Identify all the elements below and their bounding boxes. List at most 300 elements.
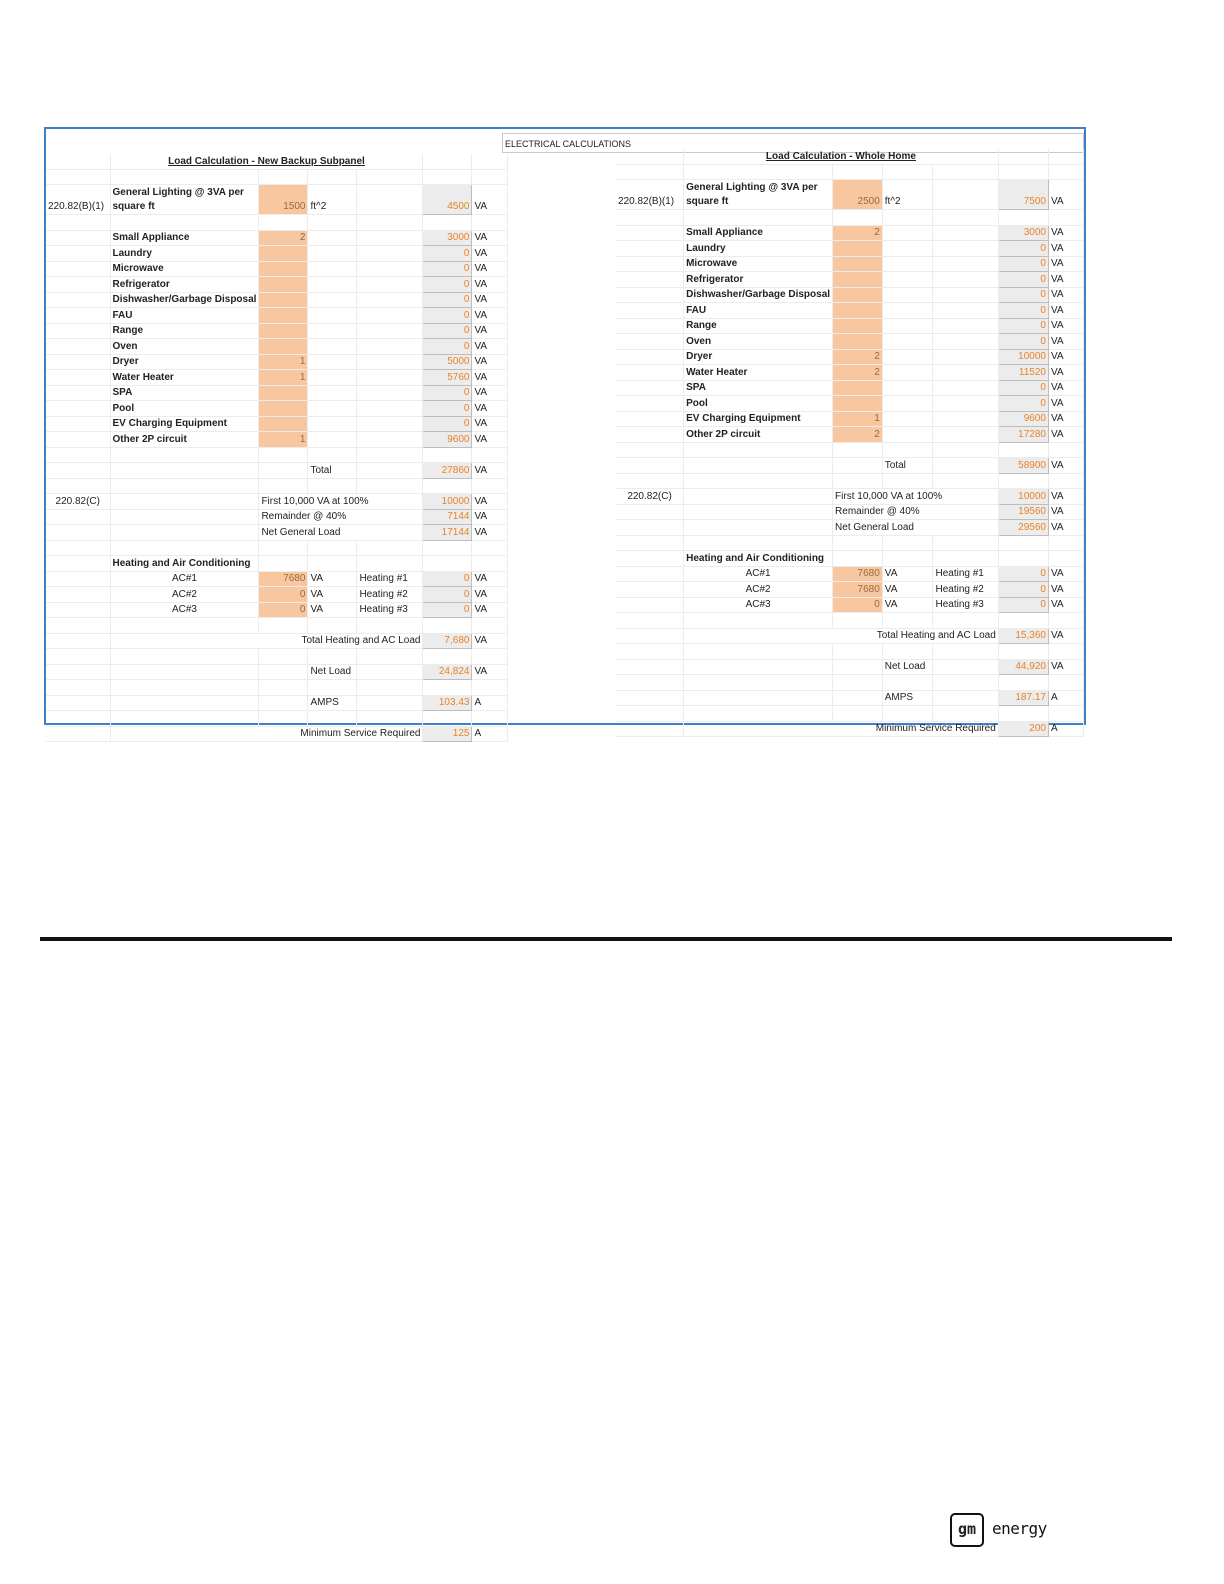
empty-cell [308,540,357,556]
empty-cell [423,447,472,463]
empty-cell [1048,706,1083,722]
empty-cell [46,618,110,634]
empty-cell [357,463,423,479]
unit-label: VA [472,354,508,370]
load-item-quantity: 2 [259,230,308,246]
empty-cell [833,690,883,706]
code-reference: 220.82(C) [616,489,684,505]
empty-cell [833,164,883,180]
empty-cell [308,711,357,727]
heating-label: Heating #1 [357,571,423,587]
load-item-quantity [833,303,883,319]
code-reference: 220.82(B)(1) [46,185,110,215]
empty-cell [933,442,998,458]
table-row [616,210,1084,226]
empty-cell [1048,644,1083,660]
load-item-name: Other 2P circuit [110,432,259,448]
empty-cell [933,458,998,474]
empty-cell [308,385,357,401]
table-row [616,396,1084,412]
ac-unit-va: 0 [259,602,308,618]
empty-cell [46,680,110,696]
empty-cell [616,721,684,737]
load-item-name: EV Charging Equipment [110,416,259,432]
empty-cell [933,225,998,241]
empty-cell [933,210,998,226]
empty-cell [882,241,933,257]
empty-cell [616,164,684,180]
empty-cell [357,215,423,231]
load-item-va: 9600 [423,432,472,448]
empty-cell [308,556,357,572]
unit-label: VA [1048,504,1083,520]
empty-cell [46,215,110,231]
load-item-name: Oven [110,339,259,355]
empty-cell [259,540,308,556]
table-row [616,180,1084,210]
load-item-name: Microwave [684,256,833,272]
heating-label: Heating #3 [933,597,998,613]
unit-label: VA [1048,318,1083,334]
load-item-quantity [259,246,308,262]
empty-cell [933,365,998,381]
empty-cell [998,473,1048,489]
load-item-quantity [259,261,308,277]
table-row [46,246,508,262]
empty-cell [259,664,308,680]
empty-cell [616,427,684,443]
empty-cell [933,659,998,675]
load-item-quantity: 2 [833,365,883,381]
empty-cell [616,706,684,722]
unit-label: VA [472,339,508,355]
empty-cell [684,504,833,520]
empty-cell [684,690,833,706]
amps-value: 187.17 [998,690,1048,706]
heating-va: 0 [423,587,472,603]
empty-cell [882,644,933,660]
load-item-name: Refrigerator [684,272,833,288]
empty-cell [933,690,998,706]
unit-label: VA [472,230,508,246]
table-row [46,292,508,308]
net-general-va: 17144 [423,525,472,541]
empty-cell [308,478,357,494]
table-row [616,318,1084,334]
empty-cell [998,442,1048,458]
empty-cell [472,618,508,634]
empty-cell [616,442,684,458]
empty-cell [998,535,1048,551]
load-item-name: Other 2P circuit [684,427,833,443]
table-row [46,494,508,510]
empty-cell [882,287,933,303]
table-row [46,680,508,696]
empty-cell [998,613,1048,629]
empty-cell [357,556,423,572]
table-row [46,711,508,727]
empty-cell [423,618,472,634]
unit-label: A [1048,721,1083,737]
load-item-va: 5000 [423,354,472,370]
empty-cell [46,308,110,324]
empty-cell [259,556,308,572]
empty-cell [357,246,423,262]
table-row [616,551,1084,567]
empty-cell [423,680,472,696]
empty-cell [472,478,508,494]
heating-label: Heating #2 [357,587,423,603]
table-row [616,644,1084,660]
empty-cell [933,535,998,551]
load-item-va: 0 [423,401,472,417]
empty-cell [46,169,110,185]
unit-label: VA [472,385,508,401]
load-item-va: 9600 [998,411,1048,427]
ac-unit-label: AC#3 [684,597,833,613]
empty-cell [308,416,357,432]
empty-cell [259,680,308,696]
unit-label: VA [472,509,508,525]
table-row [46,695,508,711]
empty-cell [933,706,998,722]
empty-cell [616,334,684,350]
empty-cell [1048,613,1083,629]
code-reference: 220.82(B)(1) [616,180,684,210]
load-item-name: Pool [110,401,259,417]
table-row [616,272,1084,288]
empty-cell [684,613,833,629]
empty-cell [46,649,110,665]
empty-cell [684,473,833,489]
load-item-va: 0 [423,385,472,401]
first-10000-label: First 10,000 VA at 100% [833,489,999,505]
empty-cell [357,432,423,448]
empty-cell [933,303,998,319]
empty-cell [110,695,259,711]
empty-cell [357,292,423,308]
empty-cell [882,675,933,691]
load-item-name: Small Appliance [684,225,833,241]
empty-cell [472,711,508,727]
load-item-name: Range [110,323,259,339]
table-row [616,458,1084,474]
empty-cell [933,644,998,660]
empty-cell [110,540,259,556]
net-general-va: 29560 [998,520,1048,536]
empty-cell [423,478,472,494]
load-item-quantity: 2 [833,427,883,443]
net-general-label: Net General Load [259,525,423,541]
unit-label: VA [472,185,508,215]
empty-cell [357,478,423,494]
total-hvac-label: Total Heating and AC Load [684,628,999,644]
empty-cell [933,551,998,567]
ac-unit-label: AC#3 [110,602,259,618]
empty-cell [933,427,998,443]
load-item-quantity: 1 [259,432,308,448]
table-row [616,349,1084,365]
load-item-quantity: 2 [833,225,883,241]
table-row [616,690,1084,706]
whole-home-calculation [616,149,1084,737]
table-row [616,504,1084,520]
remainder-label: Remainder @ 40% [833,504,999,520]
empty-cell [472,447,508,463]
empty-cell [684,706,833,722]
empty-cell [259,478,308,494]
load-item-quantity [259,401,308,417]
empty-cell [46,556,110,572]
unit-label: VA [472,633,508,649]
table-row [46,277,508,293]
empty-cell [882,427,933,443]
lighting-label: General Lighting @ 3VA per square ft [110,185,259,215]
gm-logo-mark: gm [950,1513,984,1547]
table-row [46,525,508,541]
unit-label: VA [308,587,357,603]
empty-cell [423,556,472,572]
empty-cell [833,442,883,458]
empty-cell [46,261,110,277]
load-item-quantity [833,256,883,272]
empty-cell [110,478,259,494]
total-hvac-va: 7,680 [423,633,472,649]
empty-cell [833,706,883,722]
load-item-quantity [833,396,883,412]
spreadsheet-image [44,127,1086,739]
table-row [616,535,1084,551]
empty-cell [46,447,110,463]
unit-label: VA [1048,180,1083,210]
table-row [616,164,1084,180]
load-item-name: FAU [110,308,259,324]
load-item-va: 0 [998,334,1048,350]
table-row [616,380,1084,396]
empty-cell [616,644,684,660]
empty-cell [882,551,933,567]
empty-cell [616,303,684,319]
table-row [46,215,508,231]
empty-cell [616,504,684,520]
table-row [46,633,508,649]
load-item-quantity: 1 [259,370,308,386]
empty-cell [423,711,472,727]
empty-cell [684,210,833,226]
net-load-va: 24,824 [423,664,472,680]
empty-cell [308,649,357,665]
empty-cell [423,649,472,665]
empty-cell [46,370,110,386]
table-row [46,230,508,246]
unit-label: VA [1048,411,1083,427]
load-item-va: 0 [998,396,1048,412]
heating-va: 0 [423,571,472,587]
load-item-name: Dishwasher/Garbage Disposal [684,287,833,303]
table-row [616,473,1084,489]
first-10000-va: 10000 [423,494,472,510]
empty-cell [933,613,998,629]
unit-label: VA [472,292,508,308]
minimum-service-label: Minimum Service Required [684,721,999,737]
hvac-title: Heating and Air Conditioning [684,551,833,567]
square-feet-input: 2500 [833,180,883,210]
unit-label: VA [472,401,508,417]
unit-label: VA [1048,489,1083,505]
empty-cell [308,432,357,448]
remainder-label: Remainder @ 40% [259,509,423,525]
empty-cell [833,473,883,489]
unit-label: VA [308,602,357,618]
empty-cell [684,520,833,536]
table-row [46,354,508,370]
empty-cell [357,385,423,401]
load-item-name: FAU [684,303,833,319]
load-item-quantity: 1 [259,354,308,370]
empty-cell [616,365,684,381]
ac-unit-va: 7680 [833,582,883,598]
unit-label: VA [1048,659,1083,675]
empty-cell [357,370,423,386]
empty-cell [998,164,1048,180]
load-item-name: Dishwasher/Garbage Disposal [110,292,259,308]
empty-cell [357,230,423,246]
empty-cell [472,215,508,231]
net-load-label: Net Load [308,664,357,680]
empty-cell [616,318,684,334]
load-item-va: 0 [423,308,472,324]
empty-cell [616,349,684,365]
table-row [616,582,1084,598]
empty-cell [46,292,110,308]
load-item-name: Small Appliance [110,230,259,246]
empty-cell [882,380,933,396]
unit-label: VA [1048,597,1083,613]
amps-label: AMPS [882,690,933,706]
empty-cell [357,680,423,696]
empty-cell [472,680,508,696]
load-item-va: 0 [998,256,1048,272]
load-item-va: 0 [423,323,472,339]
table-row [46,323,508,339]
empty-cell [833,613,883,629]
load-item-quantity [259,385,308,401]
empty-cell [472,169,508,185]
table-row [46,169,508,185]
empty-cell [308,401,357,417]
empty-cell [684,675,833,691]
empty-cell [1048,442,1083,458]
load-item-name: Laundry [684,241,833,257]
first-10000-label: First 10,000 VA at 100% [259,494,423,510]
table-row [46,154,508,169]
empty-cell [308,370,357,386]
heating-va: 0 [998,582,1048,598]
empty-cell [357,261,423,277]
empty-cell [110,618,259,634]
unit-label: VA [472,432,508,448]
empty-cell [882,473,933,489]
empty-cell [110,664,259,680]
table-row [616,287,1084,303]
empty-cell [998,706,1048,722]
load-item-quantity [833,272,883,288]
remainder-va: 19560 [998,504,1048,520]
unit-label: VA [472,463,508,479]
table-row [616,597,1084,613]
ac-unit-label: AC#1 [684,566,833,582]
empty-cell [308,618,357,634]
lighting-va: 4500 [423,185,472,215]
load-item-name: Dryer [684,349,833,365]
table-row [46,339,508,355]
load-item-name: Water Heater [684,365,833,381]
unit-label: VA [472,494,508,510]
unit-label: VA [1048,272,1083,288]
ac-unit-va: 0 [259,587,308,603]
heating-va: 0 [998,597,1048,613]
load-item-quantity: 1 [833,411,883,427]
empty-cell [616,411,684,427]
table-row [46,416,508,432]
empty-cell [1048,164,1083,180]
unit-label: ft^2 [308,185,357,215]
empty-cell [998,149,1048,164]
unit-label: VA [882,582,933,598]
load-item-va: 17280 [998,427,1048,443]
empty-cell [110,680,259,696]
table-row [46,664,508,680]
empty-cell [46,509,110,525]
load-item-name: EV Charging Equipment [684,411,833,427]
unit-label: VA [472,587,508,603]
empty-cell [998,210,1048,226]
empty-cell [110,215,259,231]
empty-cell [933,180,998,210]
empty-cell [423,215,472,231]
empty-cell [684,164,833,180]
unit-label: VA [1048,628,1083,644]
empty-cell [46,664,110,680]
table-row [46,432,508,448]
table-row [46,401,508,417]
horizontal-rule [40,937,1172,941]
empty-cell [833,210,883,226]
unit-label: VA [1048,427,1083,443]
heating-label: Heating #3 [357,602,423,618]
load-item-va: 11520 [998,365,1048,381]
table-row [616,706,1084,722]
load-item-name: Laundry [110,246,259,262]
table-row [46,649,508,665]
load-item-name: Refrigerator [110,277,259,293]
empty-cell [357,339,423,355]
empty-cell [882,334,933,350]
table-row [46,478,508,494]
lighting-va: 7500 [998,180,1048,210]
empty-cell [308,169,357,185]
empty-cell [616,597,684,613]
empty-cell [1048,551,1083,567]
square-feet-input: 1500 [259,185,308,215]
load-item-quantity [833,380,883,396]
empty-cell [833,458,883,474]
minimum-service-label: Minimum Service Required [110,726,423,742]
load-item-quantity [259,323,308,339]
load-item-va: 0 [423,277,472,293]
load-item-quantity [259,339,308,355]
empty-cell [423,169,472,185]
